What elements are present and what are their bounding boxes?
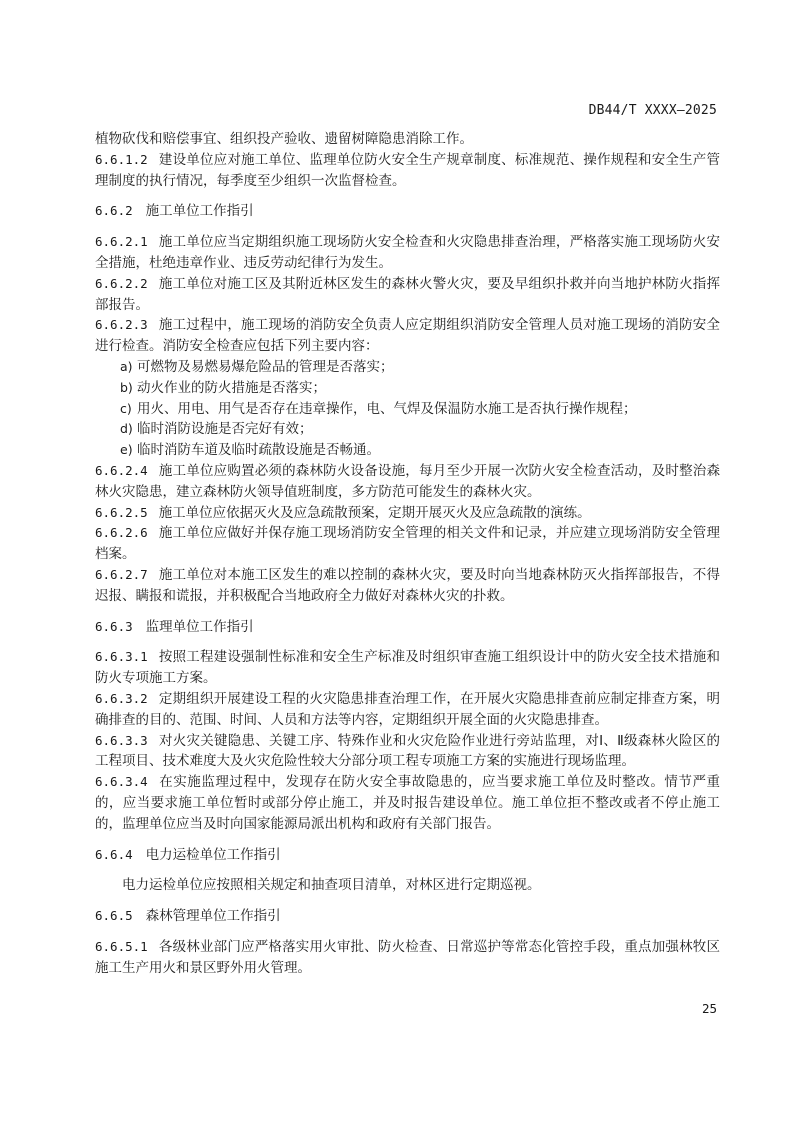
clause-number: 6.6.2.4 [95, 462, 148, 478]
section-heading [95, 617, 720, 638]
clause-text: 施工单位应做好并保存施工现场消防安全管理的相关文件和记录，并应建立现场消防安全管理档案。 [95, 525, 720, 563]
clause-text: 施工单位应依据灭火及应急疏散预案，定期开展灭火及应急疏散的演练。 [158, 504, 591, 521]
paragraph [95, 875, 720, 896]
list-item [95, 357, 720, 378]
clause-number: 6.6.3 [95, 618, 133, 634]
section-heading [95, 845, 720, 866]
list-marker: d) [120, 421, 133, 437]
clause-paragraph [95, 315, 720, 357]
clause-paragraph [95, 523, 720, 565]
clause-paragraph [95, 565, 720, 607]
clause-number: 6.6.3.4 [95, 774, 148, 790]
section-heading [95, 906, 720, 927]
clause-paragraph [95, 150, 720, 192]
clause-paragraph [95, 503, 720, 524]
clause-text: 施工单位工作指引 [145, 203, 254, 220]
document-body [95, 129, 720, 978]
clause-text: 可燃物及易燃易爆危险品的管理是否落实； [137, 358, 394, 375]
clause-paragraph [95, 689, 720, 731]
list-item [95, 378, 720, 399]
page-number: 25 [701, 1001, 717, 1016]
clause-paragraph [95, 461, 720, 503]
document-code-header: DB44/T XXXX—2025 [588, 103, 717, 118]
clause-paragraph [95, 232, 720, 274]
list-item [95, 440, 720, 461]
clause-text: 森林管理单位工作指引 [145, 908, 281, 925]
clause-paragraph [95, 274, 720, 316]
list-item [95, 399, 720, 420]
list-marker: a) [120, 358, 133, 374]
clause-paragraph [95, 772, 720, 834]
clause-text: 按照工程建设强制性标准和安全生产标准及时组织审查施工组织设计中的防火安全技术措施和防火专项施工方案。 [95, 649, 720, 687]
clause-text: 电力运检单位工作指引 [145, 846, 281, 863]
clause-text: 施工单位应购置必须的森林防火设备设施，每月至少开展一次防火安全检查活动，及时整治森林火灾隐患，建立森林防火领导值班制度，多方防范可能发生的森林火灾。 [95, 462, 720, 500]
clause-number: 6.6.2.1 [95, 234, 148, 250]
clause-number: 6.6.3.2 [95, 690, 148, 706]
list-marker: c) [120, 400, 132, 416]
clause-number: 6.6.1.2 [95, 151, 148, 167]
clause-text: 定期组织开展建设工程的火灾隐患排查治理工作，在开展火灾隐患排查前应制定排查方案，明确排查的目的、范围、时间、人员和方法等内容，定期组织开展全面的火灾隐患排查。 [95, 690, 720, 728]
clause-paragraph [95, 647, 720, 689]
list-item [95, 419, 720, 440]
clause-paragraph [95, 129, 720, 150]
clause-text: 对火灾关键隐患、关键工序、特殊作业和火灾危险作业进行旁站监理，对Ⅰ、Ⅱ级森林火险区的工程项目、技术难度大及火灾危险性较大分部分项工程专项施工方案的实施进行现场监理。 [95, 732, 720, 770]
clause-number: 6.6.2.3 [95, 317, 148, 333]
clause-text: 电力运检单位应按照相关规定和抽查项目清单，对林区进行定期巡视。 [122, 877, 541, 894]
clause-number: 6.6.3.1 [95, 649, 148, 665]
clause-text: 在实施监理过程中，发现存在防火安全事故隐患的，应当要求施工单位及时整改。情节严重的，应当要求施工单位暂时或部分停止施工，并及时报告建设单位。施工单位拒不整改或者不停止施工的，监理单位应当及时向国家能源局派出机构和政府有关部门报告。 [95, 774, 720, 832]
clause-text: 建设单位应对施工单位、监理单位防火安全生产规章制度、标准规范、操作规程和安全生产管理制度的执行情况，每季度至少组织一次监督检查。 [95, 151, 720, 189]
clause-number: 6.6.5 [95, 908, 133, 924]
clause-text: 临时消防车道及临时疏散设施是否畅通。 [137, 442, 380, 459]
clause-paragraph [95, 937, 720, 979]
list-marker: e) [120, 442, 133, 458]
clause-number: 6.6.5.1 [95, 938, 148, 954]
section-heading [95, 201, 720, 222]
clause-text: 施工单位应当定期组织施工现场防火安全检查和火灾隐患排查治理，严格落实施工现场防火安全措施，杜绝违章作业、违反劳动纪律行为发生。 [95, 234, 720, 271]
clause-text: 施工过程中，施工现场的消防安全负责人应定期组织消防安全管理人员对施工现场的消防安全进行检查。消防安全检查应包括下列主要内容： [95, 317, 720, 355]
list-marker: b) [120, 379, 133, 395]
clause-text: 用火、用电、用气是否存在违章操作，电、气焊及保温防水施工是否执行操作规程； [137, 400, 637, 417]
clause-number: 6.6.3.3 [95, 732, 148, 748]
clause-paragraph [95, 731, 720, 773]
clause-text: 施工单位对施工区及其附近林区发生的森林火警火灾，要及早组织扑救并向当地护林防火指挥部报告。 [95, 275, 720, 313]
clause-text: 动火作业的防火措施是否落实； [137, 379, 326, 396]
clause-text: 植物砍伐和赔偿事宜、组织投产验收、遗留树障隐患消除工作。 [95, 131, 473, 147]
clause-number: 6.6.2.2 [95, 275, 148, 291]
clause-number: 6.6.2.5 [95, 504, 148, 520]
clause-text: 监理单位工作指引 [145, 618, 254, 635]
clause-text: 各级林业部门应严格落实用火审批、防火检查、日常巡护等常态化管控手段，重点加强林牧区施工生产用火和景区野外用火管理。 [95, 938, 720, 976]
clause-text: 施工单位对本施工区发生的难以控制的森林火灾，要及时向当地森林防灭火指挥部报告，不得迟报、瞒报和谎报，并积极配合当地政府全力做好对森林火灾的扑救。 [95, 566, 720, 604]
clause-text: 临时消防设施是否完好有效； [137, 421, 313, 438]
clause-number: 6.6.4 [95, 846, 133, 862]
clause-number: 6.6.2 [95, 203, 133, 219]
clause-number: 6.6.2.7 [95, 566, 148, 582]
clause-number: 6.6.2.6 [95, 525, 148, 541]
